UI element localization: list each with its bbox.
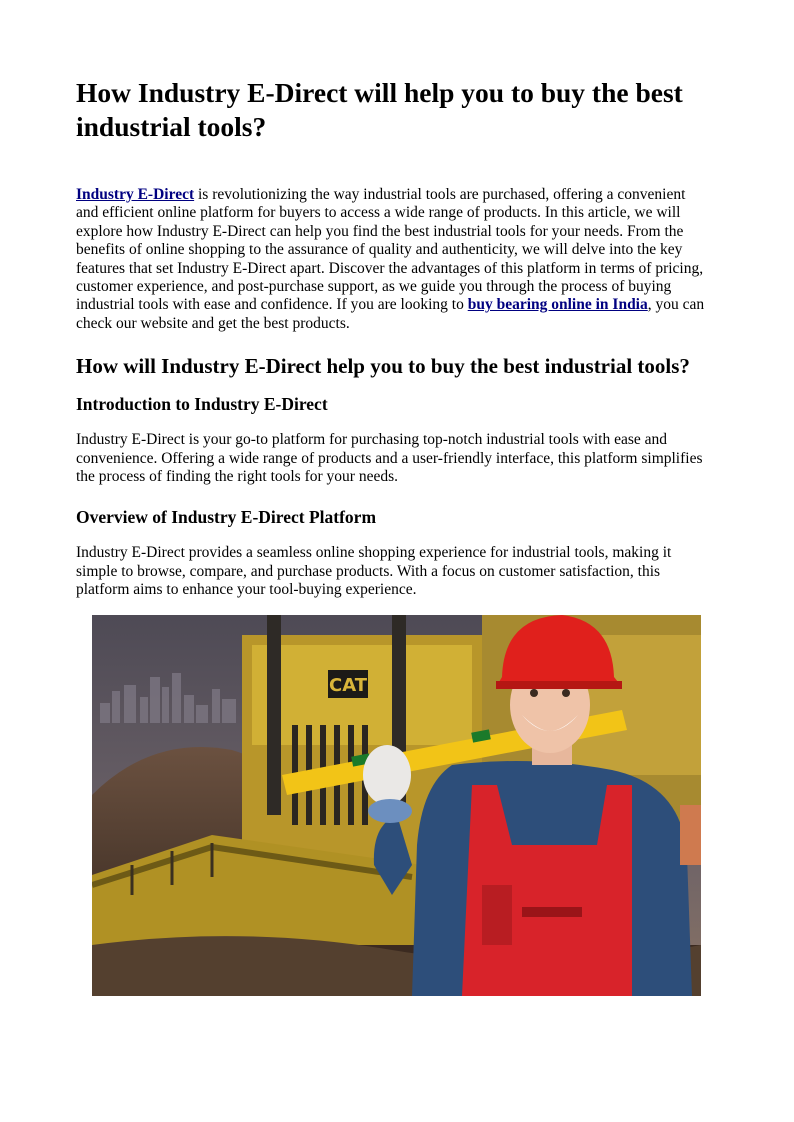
section-heading: How will Industry E-Direct help you to buy the best industrial tools? [76, 354, 690, 379]
article [76, 76, 708, 600]
intro-paragraph [76, 186, 708, 333]
intro-text-1: is revolutionizing the way industrial tools are purchased, offering a convenient and efficient online platform for buyers to access a wide range of products. In this article, we will explore how Industry E-Direct can help you find the best industrial tools for your needs. From the benefits of online shopping to the assurance of quality and authenticity, we will delve into the key features that set Industry E-Direct apart. Discover the advantages of this platform in terms of pricing, customer experience, and post-purchase support, as we guide you through the process of buying industrial tools with ease and confidence. If you are looking to [76, 186, 704, 314]
hero-image [92, 615, 701, 996]
subsection-heading-intro: Introduction to Industry E-Direct [76, 394, 328, 415]
intro-text-2: , you can check our website and get the best products. [76, 296, 705, 332]
cat-badge-label: CAT [328, 675, 368, 696]
subsection-body-overview: Industry E-Direct provides a seamless online shopping experience for industrial tools, making it simple to browse, compare, and purchase products. With a focus on customer satisfaction, this platform aims to enhance your tool-buying experience. [76, 544, 672, 599]
subsection-body-intro: Industry E-Direct is your go-to platform for purchasing top-notch industrial tools with ease and convenience. Offering a wide range of products and a user-friendly interface, this platform simplifies the process of finding the right tools for your needs. [76, 431, 703, 486]
subsection-heading-overview: Overview of Industry E-Direct Platform [76, 507, 377, 528]
buy-bearing-link[interactable]: buy bearing online in India [467, 296, 648, 314]
industry-edirect-link[interactable]: Industry E-Direct [76, 186, 195, 203]
page-title: How Industry E-Direct will help you to buy the best industrial tools? [76, 77, 683, 142]
